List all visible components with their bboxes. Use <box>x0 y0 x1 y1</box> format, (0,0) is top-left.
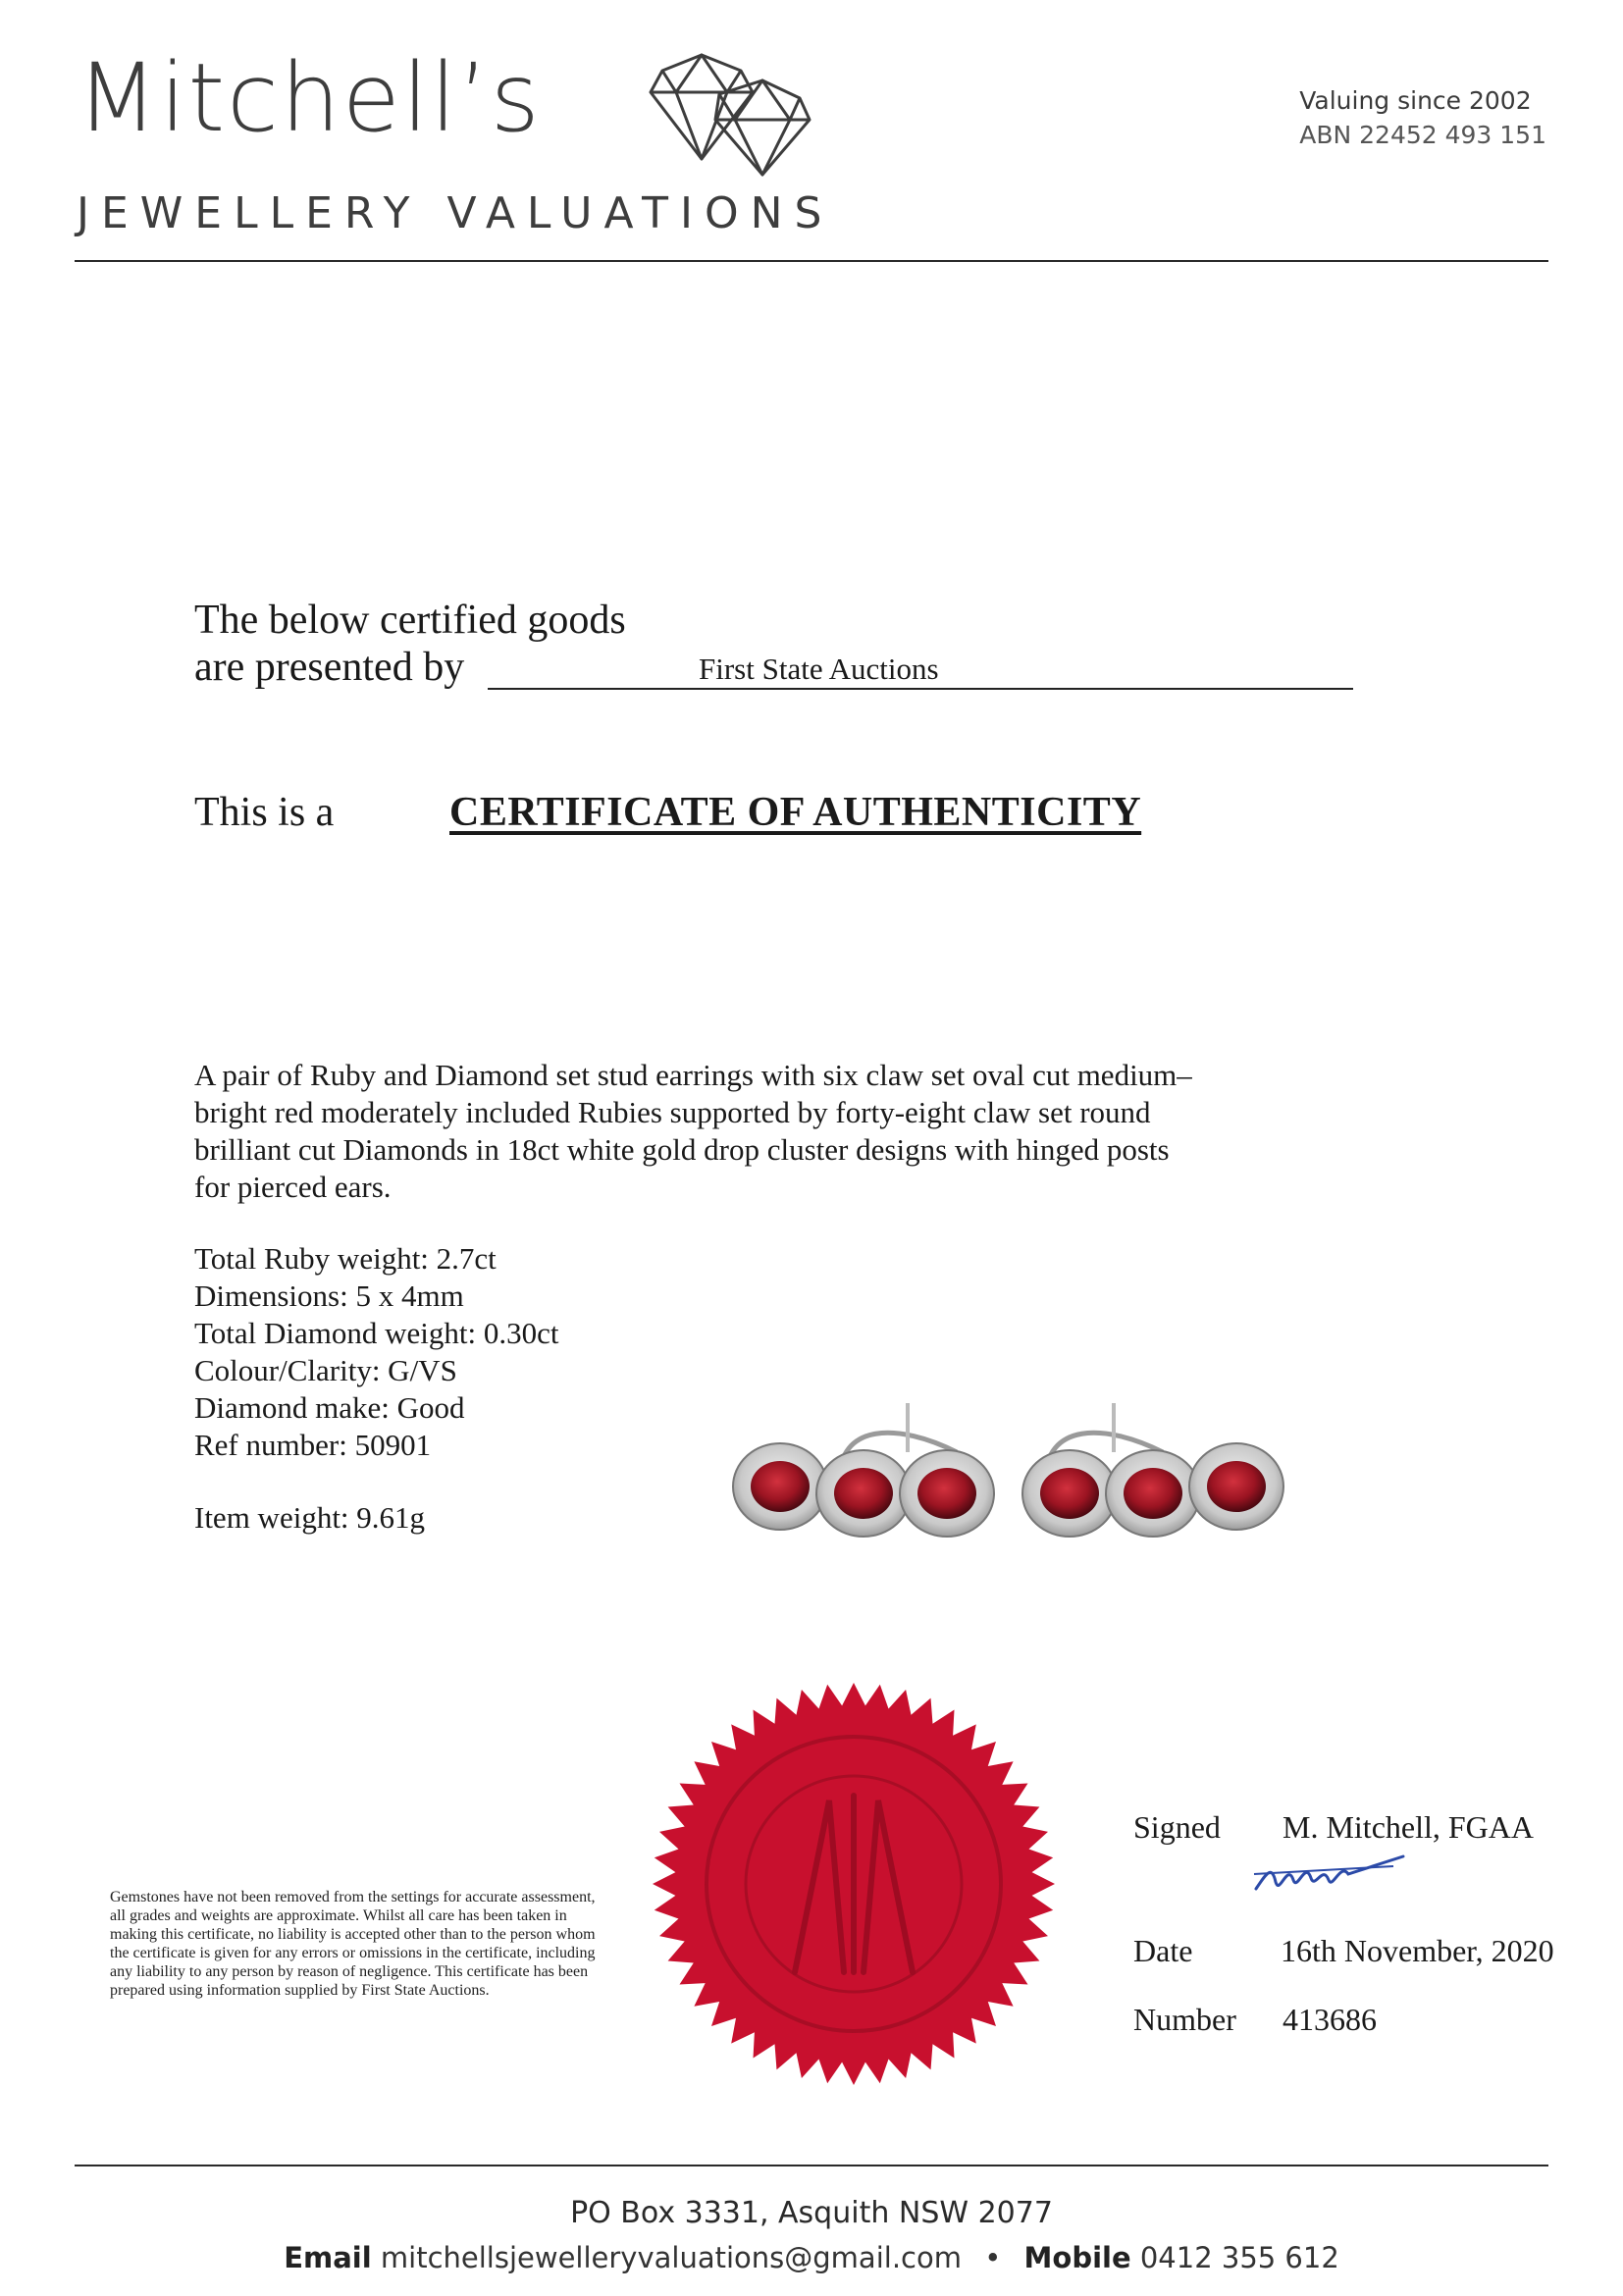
number-value: 413686 <box>1283 2002 1377 2037</box>
certificate-lead: This is a <box>194 790 335 835</box>
footer-address: PO Box 3331, Asquith NSW 2077 <box>570 2196 1053 2230</box>
certificate-title: CERTIFICATE OF AUTHENTICITY <box>449 790 1142 835</box>
date-value: 16th November, 2020 <box>1281 1933 1554 1968</box>
email-label: Email <box>284 2241 372 2274</box>
footer-divider <box>75 2165 1548 2166</box>
red-wax-seal-icon <box>648 1678 1060 2090</box>
email-link[interactable]: mitchellsjewelleryvaluations@gmail.com <box>380 2241 962 2274</box>
spec-dimensions: Dimensions: 5 x 4mm <box>194 1278 464 1313</box>
header-divider <box>75 260 1548 262</box>
spec-ruby-weight: Total Ruby weight: 2.7ct <box>194 1241 497 1276</box>
spec-diamond-make: Diamond make: Good <box>194 1390 465 1425</box>
tagline: Valuing since 2002 <box>1299 86 1532 115</box>
presented-line2: are presented by <box>194 645 465 690</box>
presenter-name: First State Auctions <box>699 652 939 686</box>
spec-diamond-weight: Total Diamond weight: 0.30ct <box>194 1316 559 1350</box>
mobile-label: Mobile <box>1023 2241 1131 2274</box>
tagline-block <box>1299 86 1546 149</box>
disclaimer: Gemstones have not been removed from the settings for accurate assessment, all grades and weights are approximate. Whilst all care has been taken in making this certificate, no liability is accepted other than to the person whom the certificate is given for any errors or omissions in the certificate, including any liability to any person by reason of negligence. This certificate has been prepared using information supplied by First State Auctions. <box>110 1889 596 1999</box>
footer-separator: • <box>984 2241 1002 2274</box>
item-description: A pair of Ruby and Diamond set stud earrings with six claw set oval cut medium–bright red moderately included Rubies supported by forty-eight claw set round brilliant cut Diamonds in 18ct white gold drop cluster designs with hinged posts for pierced ears. <box>194 1058 1192 1204</box>
footer-contact <box>0 2241 1623 2274</box>
mobile-number[interactable]: 0412 355 612 <box>1139 2241 1339 2274</box>
brand-subtitle: JEWELLERY VALUATIONS <box>77 188 834 238</box>
signature <box>1246 1845 1442 1904</box>
signed-value: M. Mitchell, FGAA <box>1283 1809 1534 1845</box>
number-label: Number <box>1133 2002 1236 2037</box>
signed-label: Signed <box>1133 1809 1221 1845</box>
spec-ref-number: Ref number: 50901 <box>194 1428 432 1462</box>
date-label: Date <box>1133 1933 1193 1968</box>
abn: ABN 22452 493 151 <box>1299 121 1546 149</box>
brand-name: Mitchell’s <box>77 43 542 153</box>
ruby-diamond-earrings-photo <box>731 1383 1330 1550</box>
diamond-gems-icon <box>643 51 819 179</box>
spec-colour-clarity: Colour/Clarity: G/VS <box>194 1353 457 1387</box>
item-weight: Item weight: 9.61g <box>194 1500 426 1535</box>
presented-line1: The below certified goods <box>194 598 626 643</box>
